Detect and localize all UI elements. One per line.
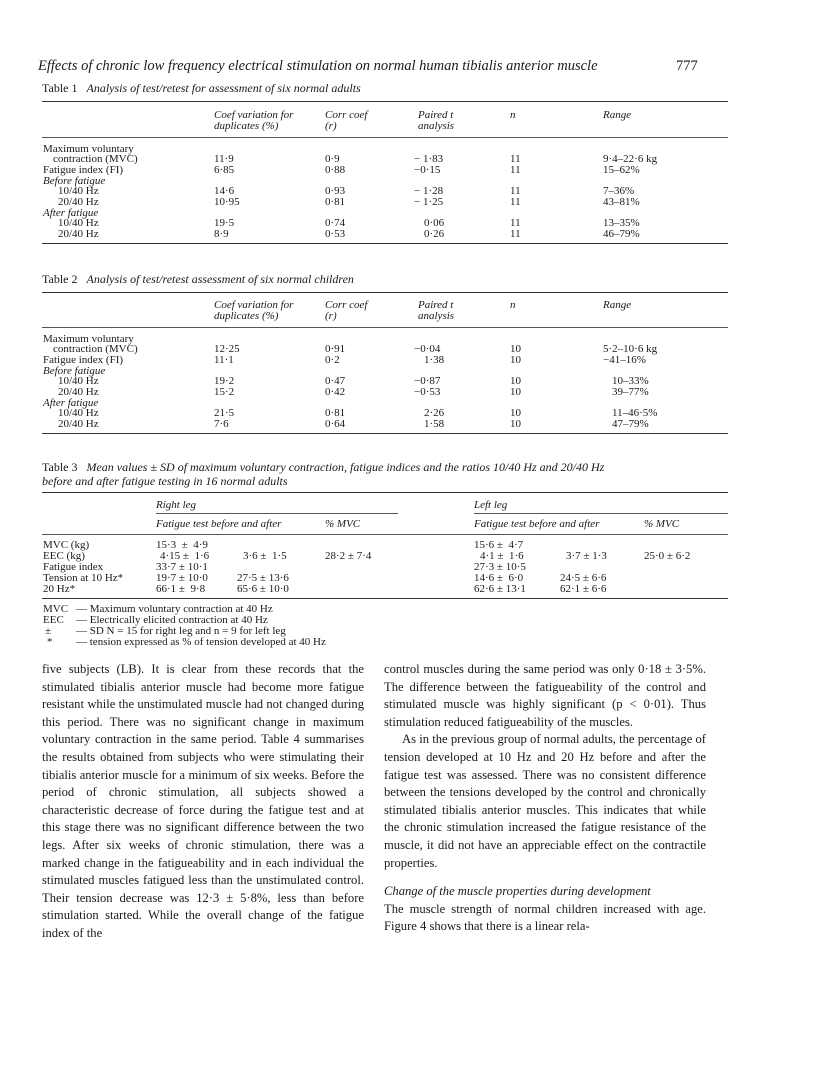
table1-cell: 0·81 <box>325 196 346 208</box>
table2-label-after: After fatigue <box>43 397 99 409</box>
section-heading: Change of the muscle properties during development <box>384 884 651 899</box>
table1-cell: 0·93 <box>325 185 346 197</box>
table1-cell: 15–62% <box>603 164 640 176</box>
table2-label-mvc-a: Maximum voluntary <box>43 333 134 345</box>
table3-right-cell: 66·1 ± 9·8 <box>156 583 206 595</box>
table2-cell: 0·42 <box>325 386 346 398</box>
table2-cell: 19·2 <box>214 375 235 387</box>
table3-footnote-sym: EEC <box>43 614 64 626</box>
table3-label-eec: EEC (kg) <box>43 550 85 562</box>
table1-label-a2040: 20/40 Hz <box>58 228 99 240</box>
table3-right-fatigue-header: Fatigue test before and after <box>156 518 282 530</box>
table1-header-range: Range <box>603 109 632 121</box>
table3-right-leg-rule <box>156 513 398 514</box>
table3-right-pct-mvc-header: % MVC <box>325 518 361 530</box>
table1-cell: 46–79% <box>603 228 640 240</box>
table1-cell: 0·53 <box>325 228 346 240</box>
table2-bottom-rule <box>42 433 728 434</box>
table3-right-cell: 19·7 ± 10·0 <box>156 572 208 584</box>
table1-cell: 8·9 <box>214 228 229 240</box>
table3-footnote-text: — Electrically elicited contraction at 40 Hz <box>76 614 268 626</box>
table2-header-rule <box>42 327 728 328</box>
table2-cell: 10 <box>510 343 521 355</box>
table3-right-cell: 27·5 ± 13·6 <box>237 572 289 584</box>
table2-header-coef-b: duplicates (%) <box>214 310 279 322</box>
table1-cell: 43–81% <box>603 196 640 208</box>
table2-top-rule <box>42 292 728 293</box>
table3-left-cell: 3·7 ± 1·3 <box>566 550 607 562</box>
table3-right-cell: 3·6 ± 1·5 <box>243 550 287 562</box>
table1-cell: 14·6 <box>214 185 235 197</box>
table2-label-b2040: 20/40 Hz <box>58 386 99 398</box>
table1-cell: 0·06 <box>424 217 445 229</box>
body-paragraph: As in the previous group of normal adults, the percentage of tension developed at 10 Hz and 20 Hz before and after the fatigue test was assessed. There was no consistent difference between the tensions developed by the control and chronically stimulated tibialis anterior muscles. This indicates that while the chronic stimulation increased the fatigue resistance of the muscle, it did not have an appreciable effect on the contractile properties. <box>384 732 706 870</box>
table1-cell: 11 <box>510 196 521 208</box>
table1-cell: 0·9 <box>325 153 340 165</box>
table2-cell: 0·91 <box>325 343 346 355</box>
table2-label-b1040: 10/40 Hz <box>58 375 99 387</box>
table1-cell: 11 <box>510 185 521 197</box>
table1-header-corr-b: (r) <box>325 120 337 132</box>
table1-cell: 11 <box>510 164 521 176</box>
table2-cell: 10 <box>510 386 521 398</box>
body-paragraph: control muscles during the same period was only 0·18 ± 3·5%. The difference between the fatigueability of the control and stimulated muscle was highly significant (p < 0·01). Thus stimulation reduced fatigueability of the muscles. <box>384 662 706 729</box>
table2-header-coef-a: Coef variation for <box>214 299 294 311</box>
table3-label-t10: Tension at 10 Hz* <box>43 572 124 584</box>
table1-cell: 11 <box>510 217 521 229</box>
table3-top-rule <box>42 492 728 493</box>
body-paragraph: five subjects (LB). It is clear from these records that the stimulated tibialis anterior muscle had become more fatigue resistant while the unstimulated muscle had not changed during this period. There was no significant change in maximum voluntary contraction in the same period. Table 4 summarises the results obtained from subjects who were stimulating their tibialis anterior muscle for a minimum of six weeks. Before the period of chronic stimulation, all subjects showed a characteristic decrease of force during the fatigue test and at this stage there was no significant difference between the two legs. After six weeks of chronic stimulation, there was a marked change in the fatigueability and in each individual the stimulated muscles fatigued less than the unstimulated control. Their tension decrease was 12·3 ± 5·8%, less than before stimulation started. While the overall change of the fatigue index of the <box>42 662 364 940</box>
table3-left-pct-mvc-header: % MVC <box>644 518 680 530</box>
table3-left-cell: 14·6 ± 6·0 <box>474 572 524 584</box>
table3-footnote-text: — tension expressed as % of tension developed at 40 Hz <box>76 636 326 648</box>
table2-cell: 10 <box>510 407 521 419</box>
table3-left-cell: 27·3 ± 10·5 <box>474 561 526 573</box>
table3-label-t20: 20 Hz* <box>43 583 76 595</box>
table1-label-before: Before fatigue <box>43 175 106 187</box>
table1-caption <box>42 81 361 96</box>
table1-cell: 11 <box>510 228 521 240</box>
table2-label-a1040: 10/40 Hz <box>58 407 99 419</box>
running-title: Effects of chronic low frequency electrical stimulation on normal human tibialis anterior muscle <box>38 58 598 74</box>
table2-label-a2040: 20/40 Hz <box>58 418 99 430</box>
table1-cell: 0·74 <box>325 217 346 229</box>
table3-left-cell: 24·5 ± 6·6 <box>560 572 607 584</box>
table3-bottom-rule <box>42 598 728 599</box>
table1-header-rule <box>42 137 728 138</box>
table1-caption-label: Table 1 <box>42 81 78 95</box>
table3-right-cell: 65·6 ± 10·0 <box>237 583 289 595</box>
table3-left-cell: 25·0 ± 6·2 <box>644 550 691 562</box>
table2-header-paired-a: Paired t <box>418 299 454 311</box>
table3-caption-line2 <box>42 474 288 489</box>
table3-footnote-sym: MVC <box>43 603 69 615</box>
table2-header-range: Range <box>603 299 632 311</box>
table1-cell: − 1·25 <box>414 196 444 208</box>
table1-header-paired-b: analysis <box>418 120 455 132</box>
table1-cell: 13–35% <box>603 217 640 229</box>
table3-right-leg-heading: Right leg <box>156 499 197 511</box>
table2-cell: 0·47 <box>325 375 346 387</box>
table3-left-cell: 4·1 ± 1·6 <box>480 550 524 562</box>
table3-left-leg-rule <box>474 513 728 514</box>
table1-header-paired-a: Paired t <box>418 109 454 121</box>
table3-footnote-text: — SD N = 15 for right leg and n = 9 for left leg <box>76 625 286 637</box>
table1-header-corr-a: Corr coef <box>325 109 368 121</box>
table3-header-rule <box>42 534 728 535</box>
table1-cell: 0·88 <box>325 164 346 176</box>
table3-caption-text-2: before and after fatigue testing in 16 normal adults <box>42 474 288 488</box>
table1-header-coef-a: Coef variation for <box>214 109 294 121</box>
table3-footnote-sym: * <box>47 636 53 648</box>
table2-label-before: Before fatigue <box>43 365 106 377</box>
table1-cell: 9·4–22·6 kg <box>603 153 658 165</box>
table2-cell: 11–46·5% <box>612 407 658 419</box>
table2-cell: 15·2 <box>214 386 235 398</box>
table2-cell: −0·53 <box>414 386 441 398</box>
table3-right-cell: 15·3 ± 4·9 <box>156 539 208 551</box>
table1-caption-text: Analysis of test/retest for assessment of six normal adults <box>86 81 361 95</box>
table1-cell: 19·5 <box>214 217 235 229</box>
table1-cell: 7–36% <box>603 185 635 197</box>
table2-caption-label: Table 2 <box>42 272 78 286</box>
table1-header-n: n <box>510 109 516 121</box>
table3-left-cell: 15·6 ± 4·7 <box>474 539 524 551</box>
table3-label-fi: Fatigue index <box>43 561 104 573</box>
table2-cell: 10 <box>510 418 521 430</box>
table3-footnote-text: — Maximum voluntary contraction at 40 Hz <box>76 603 273 615</box>
table3-caption-label: Table 3 <box>42 460 78 474</box>
body-left-column <box>42 661 364 943</box>
table1-cell: 11·9 <box>214 153 234 165</box>
table1-cell: 6·85 <box>214 164 235 176</box>
table2-cell: 2·26 <box>424 407 445 419</box>
table1-cell: 11 <box>510 153 521 165</box>
table2-cell: −41–16% <box>603 354 646 366</box>
table2-cell: 47–79% <box>612 418 649 430</box>
table1-label-mvc-b: contraction (MVC) <box>53 153 138 165</box>
table3-right-cell: 28·2 ± 7·4 <box>325 550 372 562</box>
table3-left-fatigue-header: Fatigue test before and after <box>474 518 600 530</box>
table2-cell: −0·04 <box>414 343 441 355</box>
table2-cell: 0·81 <box>325 407 346 419</box>
table2-cell: 10–33% <box>612 375 649 387</box>
table3-left-leg-heading: Left leg <box>474 499 508 511</box>
table2-cell: 1·38 <box>424 354 445 366</box>
table3-caption-text: Mean values ± SD of maximum voluntary contraction, fatigue indices and the ratios 10/40 Hz and 20/40 Hz <box>86 460 605 474</box>
table2-header-n: n <box>510 299 516 311</box>
table2-cell: 7·6 <box>214 418 229 430</box>
table2-cell: 10 <box>510 375 521 387</box>
table3-right-cell: 4·15 ± 1·6 <box>160 550 210 562</box>
table1-label-b2040: 20/40 Hz <box>58 196 99 208</box>
table2-header-paired-b: analysis <box>418 310 455 322</box>
table2-cell: 1·58 <box>424 418 445 430</box>
table2-cell: 39–77% <box>612 386 649 398</box>
table3-right-cell: 33·7 ± 10·1 <box>156 561 208 573</box>
table1-bottom-rule <box>42 243 728 244</box>
table1-header-coef-b: duplicates (%) <box>214 120 279 132</box>
table1-cell: 0·26 <box>424 228 445 240</box>
body-right-column <box>384 661 706 936</box>
table3-footnote-sym: ± <box>45 625 52 637</box>
table2-cell: 0·2 <box>325 354 340 366</box>
table2-cell: 11·1 <box>214 354 234 366</box>
table1-label-b1040: 10/40 Hz <box>58 185 99 197</box>
table2-cell: 10 <box>510 354 521 366</box>
table1-label-fi: Fatigue index (FI) <box>43 164 124 176</box>
table3-left-cell: 62·1 ± 6·6 <box>560 583 607 595</box>
table1-label-mvc-a: Maximum voluntary <box>43 143 134 155</box>
table3-caption-line1 <box>42 460 604 475</box>
table1-label-after: After fatigue <box>43 207 99 219</box>
table2-cell: 5·2–10·6 kg <box>603 343 658 355</box>
table1-cell: − 1·28 <box>414 185 444 197</box>
table1-label-a1040: 10/40 Hz <box>58 217 99 229</box>
table2-caption-text: Analysis of test/retest assessment of six normal children <box>86 272 354 286</box>
table1-cell: − 1·83 <box>414 153 444 165</box>
table1-top-rule <box>42 101 728 102</box>
table3-left-cell: 62·6 ± 13·1 <box>474 583 526 595</box>
table2-cell: 0·64 <box>325 418 346 430</box>
table2-caption <box>42 272 354 287</box>
table1-cell: −0·15 <box>414 164 441 176</box>
body-paragraph: The muscle strength of normal children increased with age. Figure 4 shows that there is a linear rela- <box>384 901 706 934</box>
table1-cell: 10·95 <box>214 196 240 208</box>
page-number: 777 <box>676 58 698 74</box>
table2-label-mvc-b: contraction (MVC) <box>53 343 138 355</box>
table2-cell: 12·25 <box>214 343 240 355</box>
table2-cell: −0·87 <box>414 375 441 387</box>
table2-header-corr-b: (r) <box>325 310 337 322</box>
table2-cell: 21·5 <box>214 407 235 419</box>
table2-header-corr-a: Corr coef <box>325 299 368 311</box>
table2-label-fi: Fatigue index (FI) <box>43 354 124 366</box>
table3-label-mvc: MVC (kg) <box>43 539 90 551</box>
